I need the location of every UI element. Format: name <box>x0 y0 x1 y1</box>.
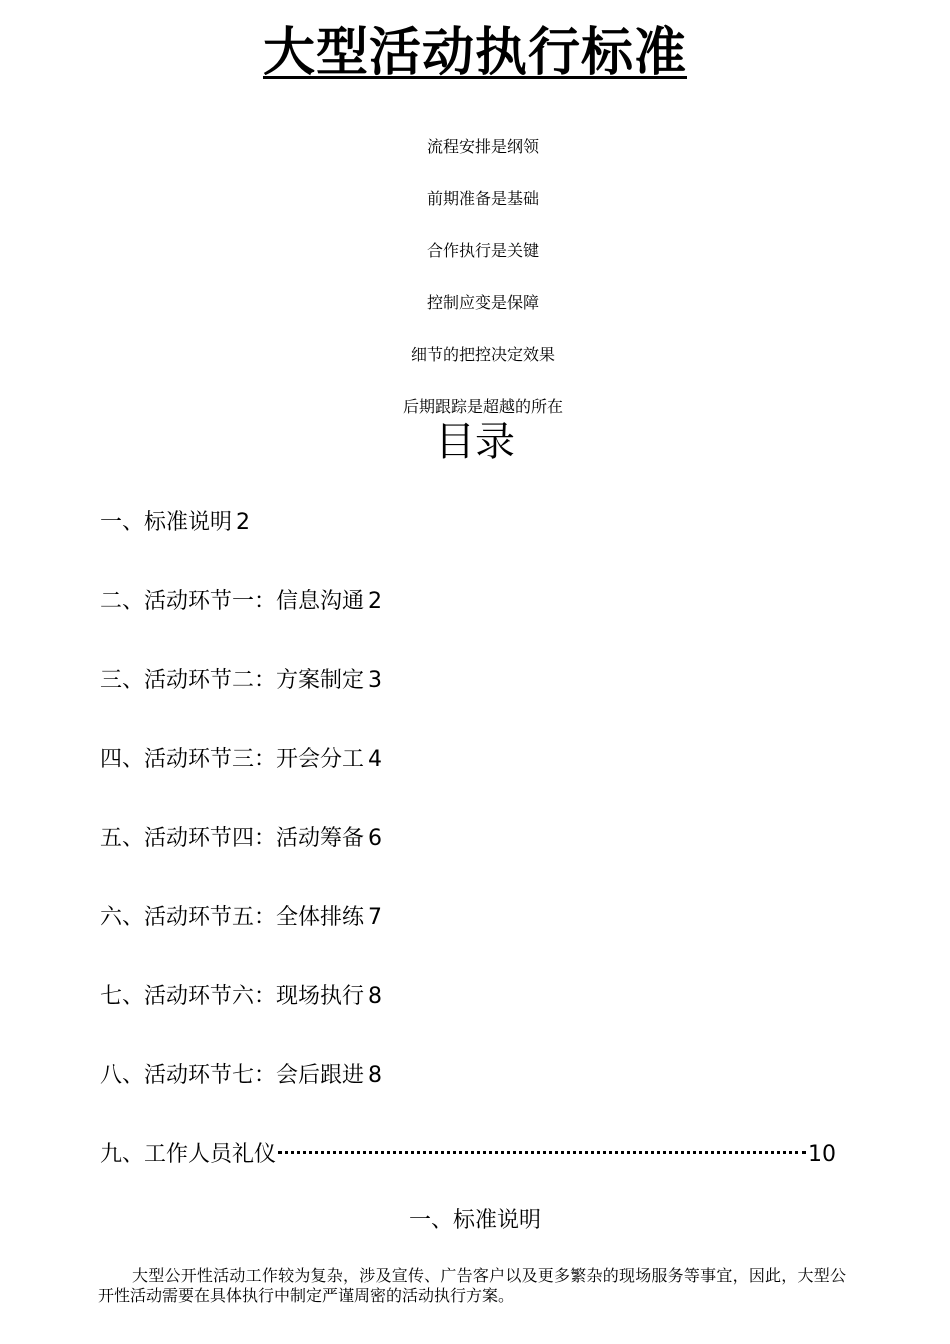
toc-entry-label: 五、活动环节四：活动筹备 <box>100 826 365 851</box>
toc-entry-label: 二、活动环节一：信息沟通 <box>100 589 365 614</box>
motto-line: 后期跟踪是超越的所在 <box>402 397 563 416</box>
body-paragraph: 大型公开性活动工作较为复杂，涉及宣传、广告客户以及更多繁杂的现场服务等事宜，因此，大型公开性活动需要在具体执行中制定严谨周密的活动执行方案。 <box>98 1266 846 1305</box>
motto-line: 前期准备是基础 <box>426 189 539 208</box>
toc-entry[interactable] <box>100 982 382 1012</box>
toc-entry[interactable] <box>100 824 382 854</box>
motto-line: 细节的把控决定效果 <box>410 345 555 364</box>
document-title-text: 大型活动执行标准 <box>262 23 687 83</box>
toc-entry-page: 2 <box>368 589 383 614</box>
toc-entry-page: 7 <box>368 905 383 930</box>
toc-heading: 目录 <box>435 419 515 465</box>
toc-entry-page: 10 <box>808 1142 836 1167</box>
toc-entry[interactable] <box>100 1061 382 1091</box>
toc-entry-page: 6 <box>368 826 383 851</box>
toc-dot-leader <box>278 1151 806 1154</box>
toc-entry[interactable] <box>100 508 250 538</box>
toc-entry-label: 九、工作人员礼仪 <box>100 1142 277 1167</box>
toc-entry-page: 3 <box>368 668 383 693</box>
toc-entry-label: 六、活动环节五：全体排练 <box>100 905 365 930</box>
section-heading: 一、标准说明 <box>408 1208 541 1233</box>
toc-entry-page: 8 <box>368 1063 383 1088</box>
motto-line: 流程安排是纲领 <box>426 137 539 156</box>
toc-entry-page: 4 <box>368 747 383 772</box>
toc-entry[interactable] <box>100 1140 836 1170</box>
motto-line: 控制应变是保障 <box>426 293 539 312</box>
toc-entry[interactable] <box>100 903 382 933</box>
toc-entry-page: 2 <box>236 510 251 535</box>
document-title <box>0 18 950 88</box>
toc-entry-label: 四、活动环节三：开会分工 <box>100 747 365 772</box>
toc-entry[interactable] <box>100 745 382 775</box>
toc-entry-page: 8 <box>368 984 383 1009</box>
motto-line: 合作执行是关键 <box>426 241 539 260</box>
toc-entry-label: 七、活动环节六：现场执行 <box>100 984 365 1009</box>
toc-entry[interactable] <box>100 587 382 617</box>
toc-entry-label: 一、标准说明 <box>100 510 233 535</box>
toc-entry[interactable] <box>100 666 382 696</box>
toc-entry-label: 三、活动环节二：方案制定 <box>100 668 365 693</box>
toc-entry-label: 八、活动环节七：会后跟进 <box>100 1063 365 1088</box>
